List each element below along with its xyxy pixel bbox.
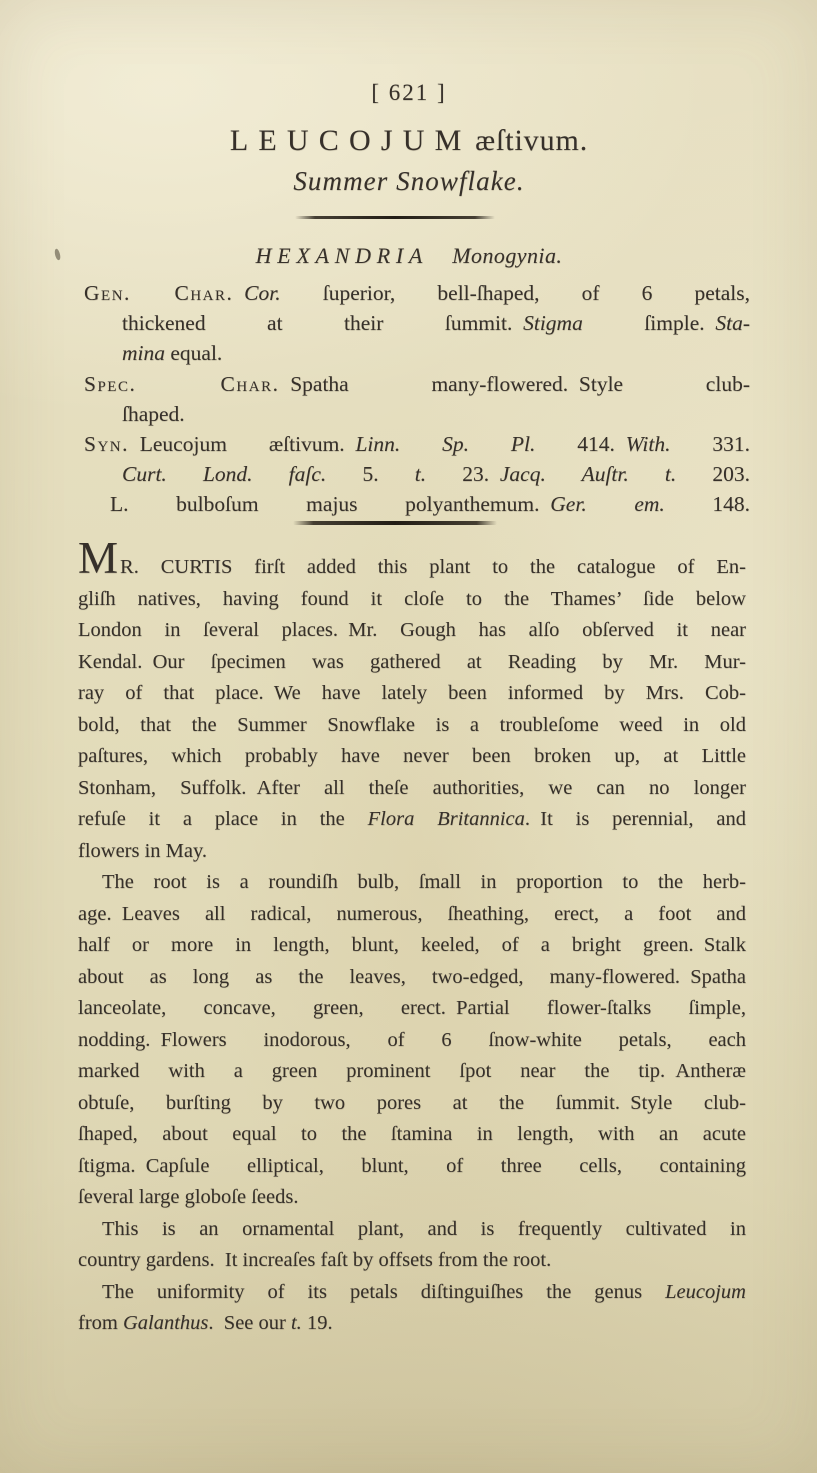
text-segment: bold, that the Summer Snowflake is a troubleſome weed in old bbox=[78, 713, 746, 736]
generic-character-section bbox=[84, 278, 750, 369]
text-segment: ſhaped, about equal to the ſtamina in length, with an acute bbox=[78, 1123, 746, 1145]
text-segment: lanceolate, concave, green, erect. Partial flower-ſtalks ſimple, bbox=[78, 997, 746, 1019]
text-segment: nodding. Flowers inodorous, of 6 ſnow-white petals, each bbox=[78, 1028, 746, 1051]
text-line bbox=[78, 993, 746, 1025]
genus-name: LEUCOJUM bbox=[229, 124, 472, 157]
text-line bbox=[84, 399, 750, 429]
text-line bbox=[78, 836, 746, 868]
text-line bbox=[78, 533, 746, 584]
italic-text-segment: Curt. Lond. faſc. bbox=[122, 462, 327, 487]
paragraph-history bbox=[78, 533, 746, 867]
text-segment: This is an ornamental plant, and is frequently cultivated in bbox=[102, 1217, 746, 1240]
text-segment: Stonham, Suffolk. After all theſe authorities, we can no longer bbox=[78, 776, 746, 799]
text-segment: age. Leaves all radical, numerous, ſheathing, erect, a foot and bbox=[78, 902, 746, 925]
page-number bbox=[14, 80, 804, 106]
text-line bbox=[78, 962, 746, 994]
species-epithet: æſtivum. bbox=[475, 124, 589, 157]
text-line bbox=[78, 804, 746, 836]
italic-text-segment: Cor. bbox=[244, 281, 281, 305]
text-segment: thickened at their ſummit. bbox=[122, 311, 524, 336]
small-caps-label: Syn. bbox=[84, 432, 129, 457]
text-segment: . See our bbox=[208, 1312, 291, 1334]
text-line bbox=[78, 678, 746, 710]
text-segment: paſtures, which probably have never been broken up, at Little bbox=[78, 745, 746, 767]
text-line bbox=[84, 369, 750, 399]
text-line bbox=[78, 867, 746, 899]
text-line bbox=[84, 278, 750, 308]
linnaean-order: Monogynia. bbox=[452, 243, 563, 268]
text-segment: 23. bbox=[426, 462, 500, 487]
text-segment: obtuſe, burſting by two pores at the ſummit. Style club- bbox=[78, 1091, 746, 1114]
text-segment: ſimple. bbox=[582, 311, 716, 336]
text-line bbox=[78, 615, 746, 647]
text-segment: 414. bbox=[535, 432, 626, 457]
italic-text-segment: Jacq. Auſtr. t. bbox=[499, 462, 677, 487]
text-line bbox=[78, 930, 746, 962]
text-segment: about as long as the leaves, two-edged, many-flowered. Spatha bbox=[78, 965, 746, 988]
text-line bbox=[84, 459, 750, 489]
text-line bbox=[78, 1182, 746, 1214]
text-line bbox=[78, 1214, 746, 1246]
text-segment: L. bulboſum majus polyanthemum. bbox=[110, 492, 551, 517]
text-line bbox=[78, 710, 746, 742]
small-caps-label: Gen. Char. bbox=[84, 281, 234, 305]
text-segment: The root is a roundiſh bulb, ſmall in proportion to the herb- bbox=[102, 871, 746, 893]
italic-text-segment: Ger. em. bbox=[550, 492, 665, 517]
description-text bbox=[78, 533, 746, 1340]
text-line bbox=[78, 899, 746, 931]
italic-text-segment: Stigma bbox=[523, 311, 583, 336]
text-segment: 331. bbox=[670, 432, 751, 457]
text-line bbox=[84, 308, 750, 338]
text-segment: Spatha many-flowered. Style club- bbox=[279, 371, 750, 396]
text-segment: half or more in length, blunt, keeled, of a bright green. Stalk bbox=[78, 934, 746, 956]
text-segment: equal. bbox=[165, 341, 223, 366]
text-segment: flowers in May. bbox=[78, 839, 208, 862]
synonyms-section bbox=[84, 429, 750, 520]
classification-line bbox=[14, 243, 804, 269]
paragraph-botanical-description bbox=[78, 867, 746, 1214]
text-segment: 148. bbox=[664, 492, 751, 517]
text-segment: from bbox=[78, 1312, 123, 1334]
text-segment: marked with a green prominent ſpot near the tip. Antheræ bbox=[78, 1060, 746, 1082]
italic-text-segment: With. bbox=[625, 432, 671, 457]
text-line bbox=[78, 1308, 746, 1340]
text-segment: . It is perennial, and bbox=[524, 808, 746, 830]
text-line bbox=[78, 647, 746, 679]
text-segment: ſtigma. Capſule elliptical, blunt, of three cells, containing bbox=[78, 1154, 746, 1177]
text-line bbox=[78, 1277, 746, 1309]
text-line bbox=[78, 1025, 746, 1057]
text-line bbox=[84, 429, 750, 459]
text-line bbox=[84, 489, 750, 519]
linnaean-class: HEXANDRIA bbox=[255, 243, 429, 268]
text-segment: ſuperior, bell-ſhaped, of 6 petals, bbox=[280, 281, 750, 305]
text-line bbox=[78, 1245, 746, 1277]
small-caps-label: Spec. Char. bbox=[84, 371, 280, 396]
text-line bbox=[78, 1151, 746, 1183]
italic-text-segment: t. bbox=[414, 462, 427, 487]
italic-text-segment: Galanthus bbox=[122, 1312, 209, 1334]
text-line bbox=[78, 584, 746, 616]
italic-text-segment: Linn. Sp. Pl. bbox=[355, 432, 536, 457]
text-segment bbox=[233, 281, 244, 305]
text-segment: country gardens. It increaſes faſt by offsets from the root. bbox=[78, 1249, 552, 1271]
text-line bbox=[78, 1056, 746, 1088]
text-segment: The uniformity of its petals diſtinguiſhes the genus bbox=[102, 1280, 666, 1303]
text-segment: refuſe it a place in the bbox=[78, 808, 368, 830]
text-segment: Kendal. Our ſpecimen was gathered at Reading by Mr. Mur- bbox=[78, 650, 746, 673]
text-line bbox=[78, 741, 746, 773]
text-line bbox=[78, 773, 746, 805]
text-segment: ray of that place. We have lately been informed by Mrs. Cob- bbox=[78, 682, 746, 704]
text-segment: 19. bbox=[301, 1312, 333, 1334]
italic-text-segment: Sta- bbox=[715, 311, 751, 336]
text-segment: R. CURTIS firſt added this plant to the catalogue of En- bbox=[120, 556, 746, 578]
italic-text-segment: Flora Britannica bbox=[367, 808, 525, 830]
species-title bbox=[14, 124, 804, 158]
italic-text-segment: mina bbox=[122, 341, 165, 366]
paragraph-genus-note bbox=[78, 1277, 746, 1340]
taxonomy-block bbox=[84, 278, 750, 520]
drop-cap-initial: M bbox=[78, 533, 120, 583]
page-number-text: [ 621 ] bbox=[371, 80, 447, 105]
text-segment: ſhaped. bbox=[122, 401, 185, 426]
text-segment: 203. bbox=[676, 462, 751, 487]
text-line bbox=[78, 1088, 746, 1120]
text-segment: London in ſeveral places. Mr. Gough has alſo obſerved it near bbox=[78, 619, 746, 641]
divider-rule-top bbox=[295, 216, 495, 219]
divider-rule-middle bbox=[293, 521, 497, 525]
text-segment: Leucojum æſtivum. bbox=[129, 432, 356, 457]
common-name: Summer Snowflake. bbox=[293, 166, 525, 196]
paragraph-cultivation bbox=[78, 1214, 746, 1277]
text-line bbox=[78, 1119, 746, 1151]
text-line bbox=[84, 338, 750, 368]
text-segment: ſeveral large globoſe ſeeds. bbox=[78, 1186, 299, 1208]
specific-character-section bbox=[84, 369, 750, 429]
italic-text-segment: t. bbox=[290, 1312, 302, 1334]
italic-text-segment: Leucojum bbox=[665, 1280, 746, 1303]
text-segment: gliſh natives, having found it cloſe to the Thames’ ſide below bbox=[78, 587, 746, 610]
text-segment: 5. bbox=[326, 462, 415, 487]
